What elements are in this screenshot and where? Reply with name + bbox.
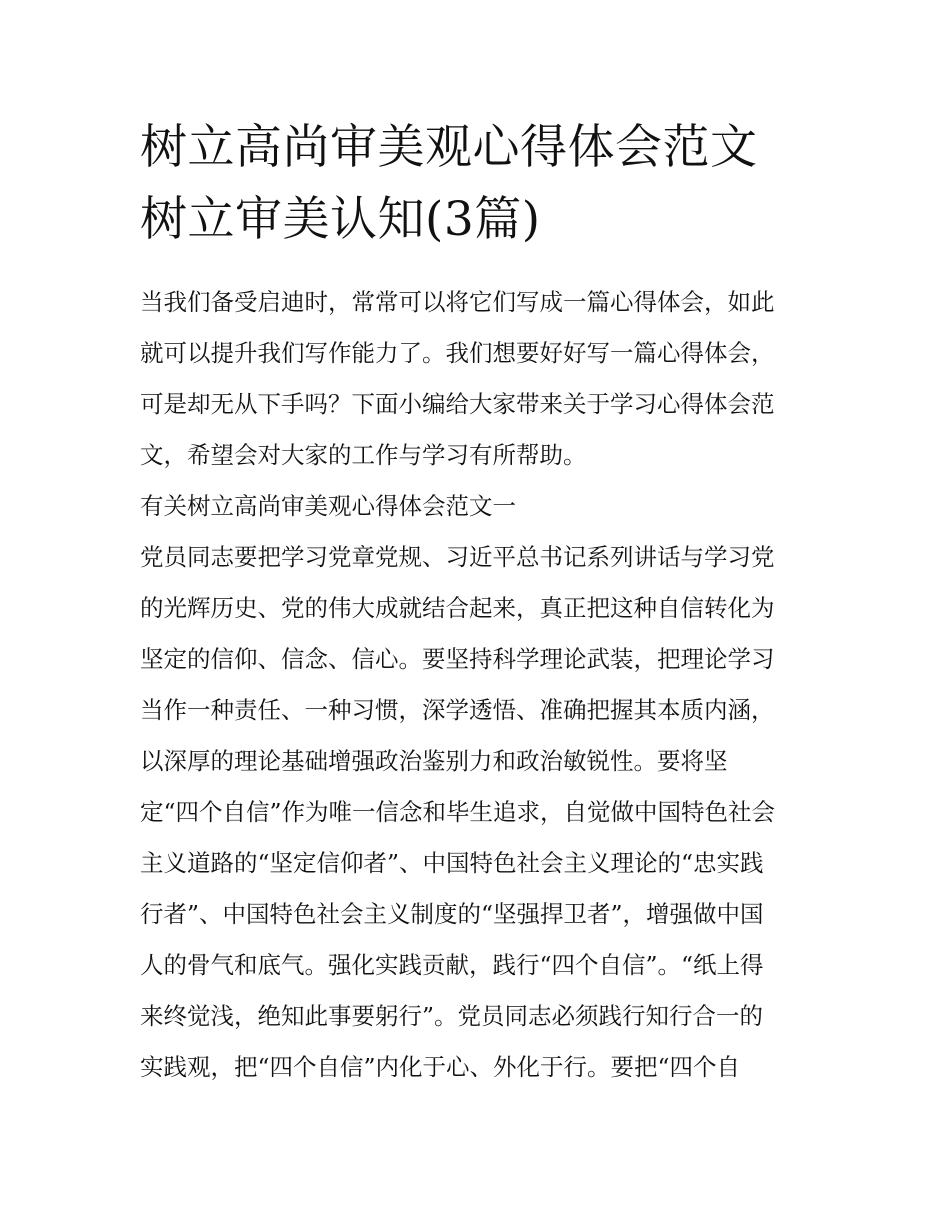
- intro-paragraph-line: 当我们备受启迪时，常常可以将它们写成一篇心得体会，如此: [140, 288, 775, 316]
- document-body: [140, 277, 820, 1093]
- section-heading: 有关树立高尚审美观心得体会范文一: [140, 492, 516, 520]
- body-paragraph-line: 的光辉历史、党的伟大成就结合起来，真正把这种自信转化为: [140, 594, 775, 622]
- intro-paragraph-line: 可是却无从下手吗？下面小编给大家带来关于学习心得体会范: [140, 390, 775, 418]
- body-paragraph-line: 党员同志要把学习党章党规、习近平总书记系列讲话与学习党: [140, 543, 775, 571]
- body-paragraph-line: 定“四个自信”作为唯一信念和毕生追求，自觉做中国特色社会: [140, 798, 776, 826]
- body-paragraph-line: 以深厚的理论基础增强政治鉴别力和政治敏锐性。要将坚: [140, 747, 728, 775]
- intro-paragraph-line: 就可以提升我们写作能力了。我们想要好好写一篇心得体会，: [140, 339, 775, 367]
- body-paragraph-line: 当作一种责任、一种习惯，深学透悟、准确把握其本质内涵，: [140, 696, 775, 724]
- body-paragraph-line: 实践观，把“四个自信”内化于心、外化于行。要把“四个自: [140, 1053, 741, 1081]
- body-paragraph-line: 来终觉浅，绝知此事要躬行”。党员同志必须践行知行合一的: [140, 1002, 764, 1030]
- title-line: 树立高尚审美观心得体会范文: [140, 120, 758, 175]
- document-title: [140, 112, 840, 256]
- title-line: 树立审美认知(3篇): [140, 192, 541, 247]
- body-paragraph-line: 行者”、中国特色社会主义制度的“坚强捍卫者”，增强做中国: [140, 900, 764, 928]
- intro-paragraph-line: 文，希望会对大家的工作与学习有所帮助。: [140, 441, 587, 469]
- body-paragraph-line: 坚定的信仰、信念、信心。要坚持科学理论武装，把理论学习: [140, 645, 775, 673]
- body-paragraph-line: 主义道路的“坚定信仰者”、中国特色社会主义理论的“忠实践: [140, 849, 764, 877]
- body-paragraph-line: 人的骨气和底气。强化实践贡献，践行“四个自信”。“纸上得: [140, 951, 764, 979]
